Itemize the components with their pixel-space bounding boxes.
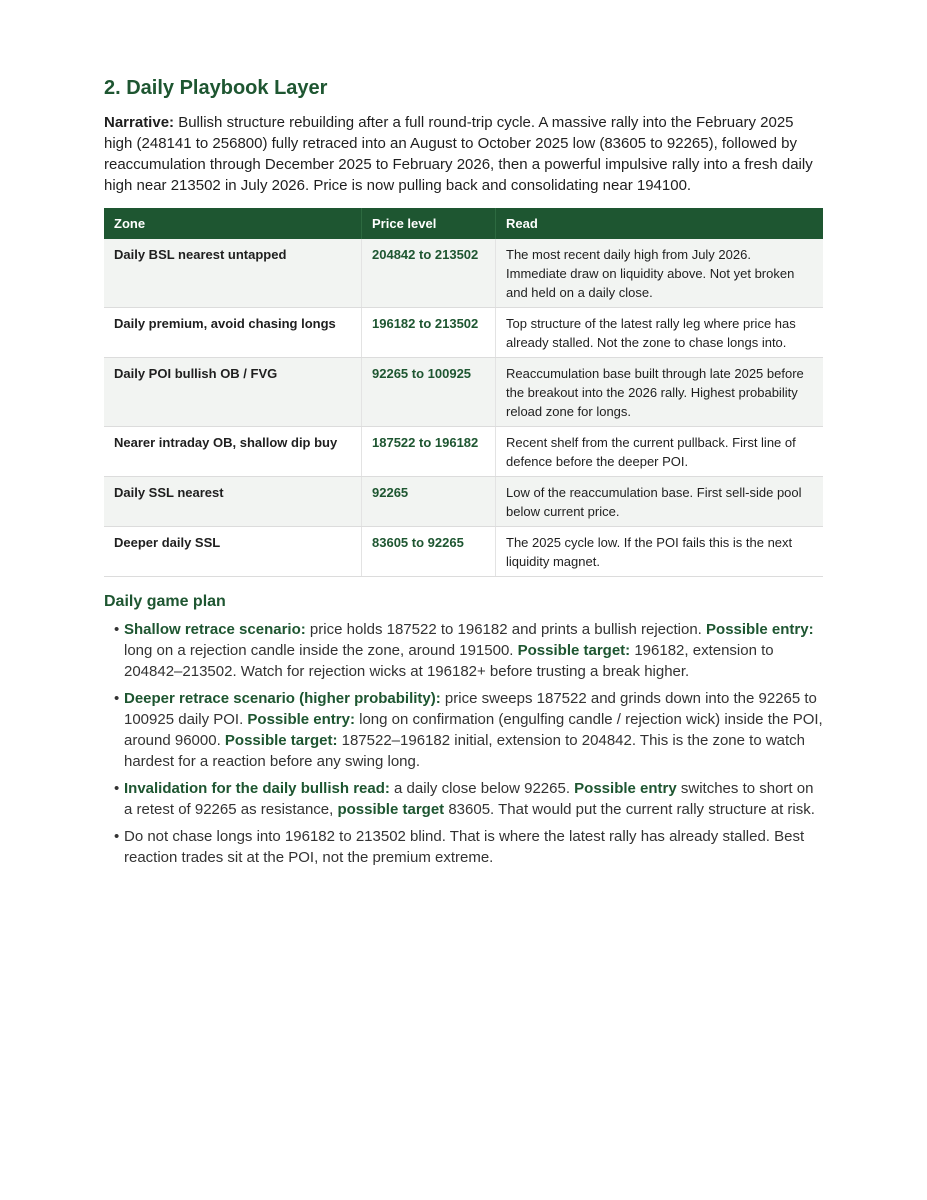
table-row <box>104 477 823 527</box>
game-plan-item <box>114 778 823 820</box>
item-text: price sweeps 187522 and grinds down into the 92265 to 100925 daily POI. <box>124 690 817 728</box>
header-price-level: Price level <box>362 208 496 239</box>
item-text: switches to short on a retest of 92265 as resistance, <box>124 780 814 818</box>
price-cell: 204842 to 213502 <box>362 239 496 308</box>
price-cell: 196182 to 213502 <box>362 308 496 358</box>
price-cell: 92265 <box>362 477 496 527</box>
zone-cell: Daily SSL nearest <box>104 477 362 527</box>
highlight-label: Shallow retrace scenario: <box>124 621 306 638</box>
item-text: price holds 187522 to 196182 and prints a bullish rejection. <box>305 621 707 638</box>
zone-cell: Daily premium, avoid chasing longs <box>104 308 362 358</box>
game-plan-item <box>114 688 823 772</box>
item-text: 196182, extension to 204842–213502. Watch for rejection wicks at 196182+ before trusting a break higher. <box>124 642 774 680</box>
zone-cell: Daily BSL nearest untapped <box>104 239 362 308</box>
price-cell: 187522 to 196182 <box>362 427 496 477</box>
zone-cell: Deeper daily SSL <box>104 527 362 577</box>
zone-cell: Nearer intraday OB, shallow dip buy <box>104 427 362 477</box>
table-header-row <box>104 208 823 239</box>
read-cell: Low of the reaccumulation base. First sell-side pool below current price. <box>496 477 824 527</box>
section-title: 2. Daily Playbook Layer <box>104 77 328 99</box>
item-text: long on a rejection candle inside the zone, around 191500. <box>124 642 518 659</box>
bullet-icon: • <box>114 690 120 707</box>
highlight-label: Possible entry: <box>706 621 814 638</box>
zone-cell: Daily POI bullish OB / FVG <box>104 358 362 427</box>
highlight-label: Possible entry: <box>247 711 355 728</box>
item-text: long on confirmation (engulfing candle / rejection wick) inside the POI, around 96000. <box>124 711 823 749</box>
header-zone: Zone <box>104 208 362 239</box>
read-cell: The most recent daily high from July 2026. Immediate draw on liquidity above. Not yet broken and held on a daily close. <box>496 239 824 308</box>
game-plan-item <box>114 619 823 682</box>
game-plan-title: Daily game plan <box>104 593 226 610</box>
table-row <box>104 358 823 427</box>
price-cell: 83605 to 92265 <box>362 527 496 577</box>
narrative-text: Bullish structure rebuilding after a full round-trip cycle. A massive rally into the February 2025 high (248141 to 256800) fully retraced into an August to October 2025 low (83605 to 92265), followed by reaccumulation through December 2025 to February 2026, then a powerful impulsive rally into a fresh daily high near 213502 in July 2026. Price is now pulling back and consolidating near 194100. <box>104 114 813 194</box>
narrative-lead: Narrative: <box>104 114 175 131</box>
highlight-label: Deeper retrace scenario (higher probability): <box>124 690 441 707</box>
bullet-icon: • <box>114 780 120 797</box>
highlight-label: Invalidation for the daily bullish read: <box>124 780 390 797</box>
read-cell: Top structure of the latest rally leg where price has already stalled. Not the zone to chase longs into. <box>496 308 824 358</box>
read-cell: Reaccumulation base built through late 2025 before the breakout into the 2026 rally. Highest probability reload zone for longs. <box>496 358 824 427</box>
table-row <box>104 527 823 577</box>
read-cell: Recent shelf from the current pullback. First line of defence before the deeper POI. <box>496 427 824 477</box>
zones-table <box>104 208 823 577</box>
item-text: a daily close below 92265. <box>389 780 575 797</box>
game-plan-item <box>114 826 823 868</box>
table-row <box>104 308 823 358</box>
highlight-label: possible target <box>337 801 445 818</box>
table-row <box>104 239 823 308</box>
item-text: 187522–196182 initial, extension to 204842. This is the zone to watch hardest for a reaction before any swing long. <box>124 732 806 770</box>
item-text: Do not chase longs into 196182 to 213502 blind. That is where the latest rally has already stalled. Best reaction trades sit at the POI, not the premium extreme. <box>124 828 805 866</box>
highlight-label: Possible entry <box>574 780 677 797</box>
bullet-icon: • <box>114 621 120 638</box>
highlight-label: Possible target: <box>224 732 338 749</box>
read-cell: The 2025 cycle low. If the POI fails this is the next liquidity magnet. <box>496 527 824 577</box>
bullet-icon: • <box>114 828 120 845</box>
item-text: 83605. That would put the current rally structure at risk. <box>444 801 815 818</box>
game-plan-list <box>104 619 823 868</box>
price-cell: 92265 to 100925 <box>362 358 496 427</box>
highlight-label: Possible target: <box>517 642 631 659</box>
header-read: Read <box>496 208 824 239</box>
table-row <box>104 427 823 477</box>
narrative-paragraph <box>104 112 823 196</box>
